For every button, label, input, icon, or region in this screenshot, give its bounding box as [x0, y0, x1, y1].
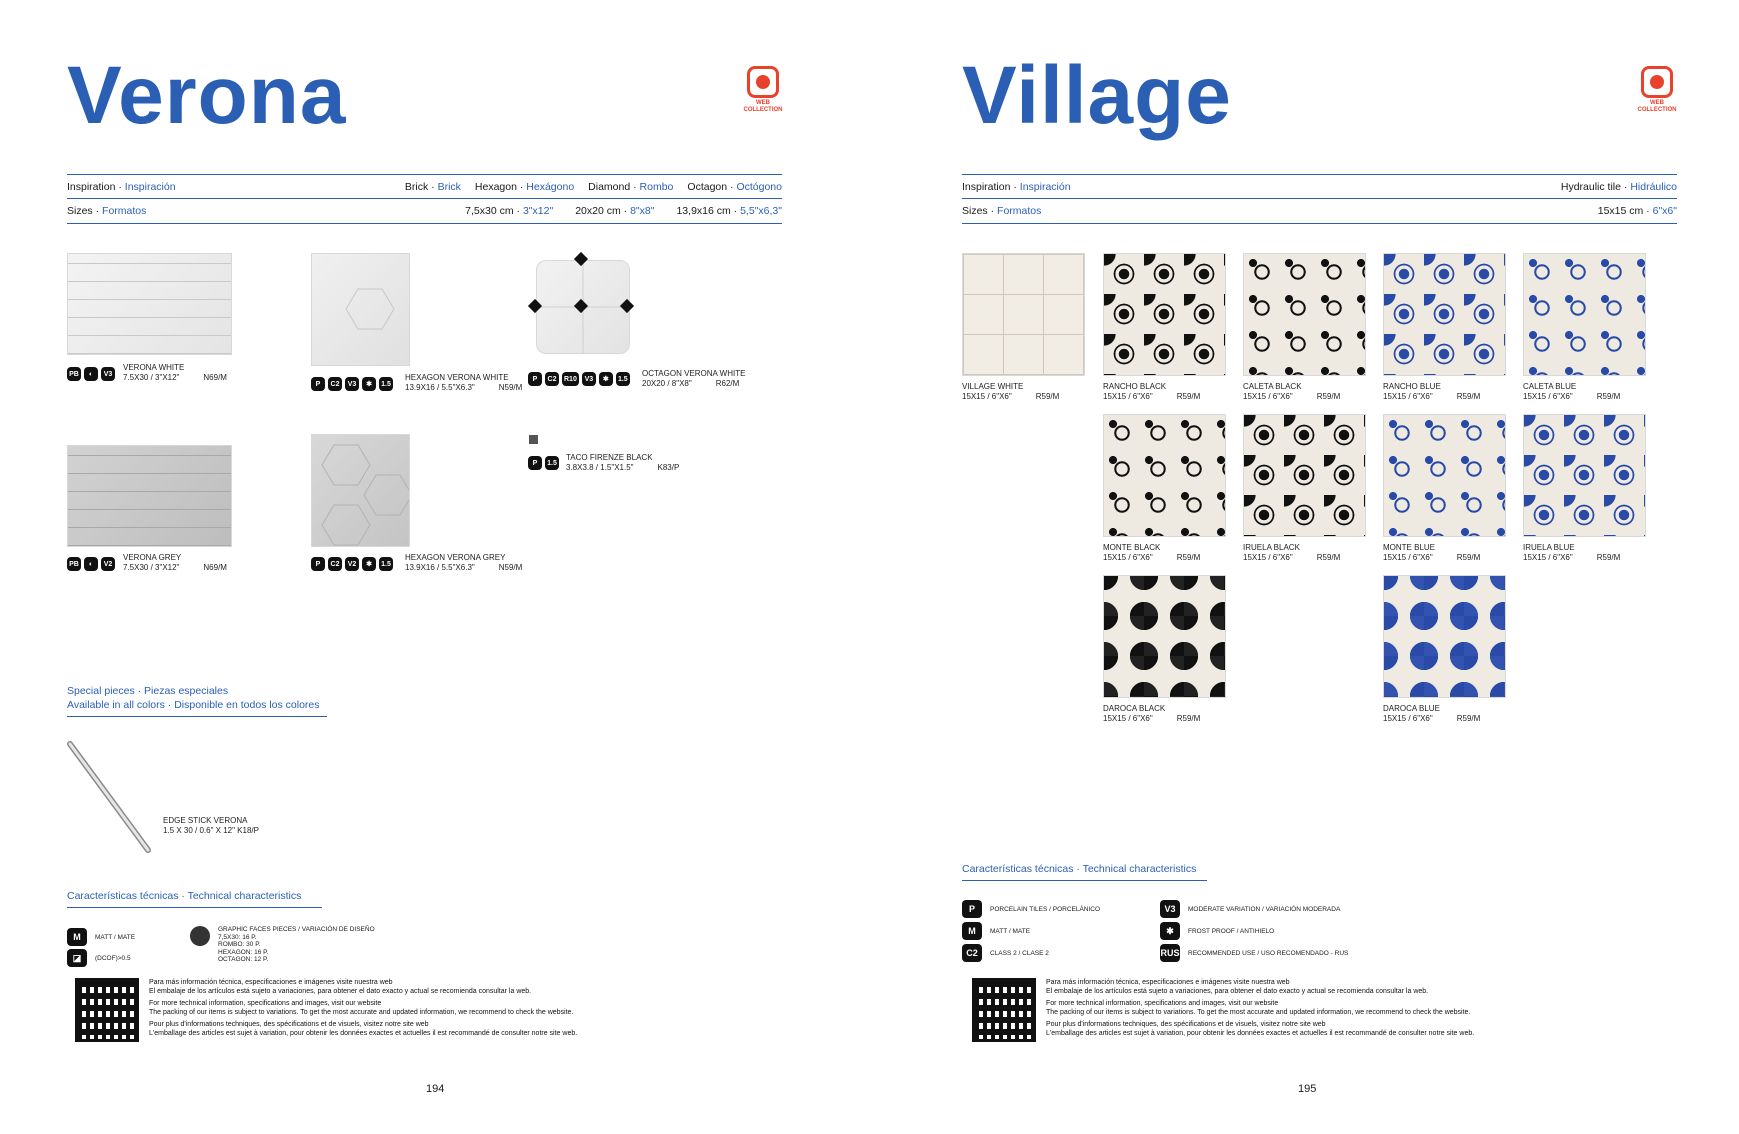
legend-variation: V3 MODERATE VARIATION / VARIACIÓN MODERADA — [1160, 900, 1340, 918]
inspiration-row: Inspiration · Inspiración Brick · Brick Hexagon · Hexágono Diamond · Rombo Octagon · Octógono — [67, 174, 782, 199]
legend-class: C2 CLASS 2 / CLASE 2 — [962, 944, 1049, 962]
web-collection-badge[interactable]: WEB COLLECTION — [1634, 66, 1680, 114]
badge-row: P C2 V3 ✱ 1.5 — [311, 377, 393, 391]
tile-image — [311, 253, 410, 366]
sizes-row: Sizes · Formatos 15x15 cm · 6"x6" — [962, 198, 1677, 224]
hexagon-pattern — [312, 435, 409, 546]
globe-icon — [1641, 66, 1673, 98]
tile-image — [1103, 575, 1226, 698]
technical-characteristics-title: Características técnicas · Technical characteristics — [962, 862, 1207, 881]
octagon-dots — [526, 250, 638, 362]
page-village — [870, 0, 1739, 1134]
tile-image — [1103, 414, 1226, 537]
sizes-row: Sizes · Formatos 7,5x30 cm · 3"x12" 20x20 cm · 8"x8" 13,9x16 cm · 5,5"x6,3" — [67, 198, 782, 224]
product-label: VERONA WHITE 7.5X30 / 3"X12" N69/M — [123, 363, 227, 382]
badge-row: P C2 V2 ✱ 1.5 — [311, 557, 393, 571]
badge-row: PB ◐ V3 — [67, 367, 115, 381]
tile-image — [1523, 414, 1646, 537]
globe-icon — [747, 66, 779, 98]
qr-info: Para más información técnica, especificaciones e imágenes visite nuestra web El embalaje de los artículos está sujeto a variaciones, para obtener el dato exacto y actual se recomienda consultar la web. For more technical information, specifications and images, visit our website The packing of our items is subject to variations. To get the most accurate and updated information, we recommend to check the website. Pour plus d'informations techniques, des spécifications et de visuels, visitez notre site web L'emballage des articles est sujet à variation, pour obtenir les données exactes et actuelles il est recommandé de consulter notre site web. — [972, 978, 1566, 1042]
inspiration-row: Inspiration · Inspiración Hydraulic tile · Hidráulico — [962, 174, 1677, 199]
legend-porcelain: P PORCELAIN TILES / PORCELÁNICO — [962, 900, 1100, 918]
product-label: HEXAGON VERONA GREY 13.9X16 / 5.5"X6.3" N59/M — [405, 553, 523, 572]
badge-row: P C2 R10 V3 ✱ 1.5 — [528, 372, 630, 386]
product-label: RANCHO BLUE 15X15 / 6"X6" R59/M — [1383, 382, 1481, 401]
product-label: HEXAGON VERONA WHITE 13.9X16 / 5.5"X6.3" N59/M — [405, 373, 523, 392]
product-label: MONTE BLUE 15X15 / 6"X6" R59/M — [1383, 543, 1481, 562]
technical-characteristics-title: Características técnicas · Technical characteristics — [67, 889, 322, 908]
tile-image — [67, 445, 232, 547]
qr-info: Para más información técnica, especificaciones e imágenes visite nuestra web El embalaje de los artículos está sujeto a variaciones, para obtener el dato exacto y actual se recomienda consultar la web. For more technical information, specifications and images, visit our website The packing of our items is subject to variations. To get the most accurate and updated information, we recommend to check the website. Pour plus d'informations techniques, des spécifications et de visuels, visitez notre site web L'emballage des articles est sujet à variation, pour obtenir les données exactes et actuelles il est recommandé de consulter notre site web. — [75, 978, 669, 1042]
product-label: VERONA GREY 7.5X30 / 3"X12" N69/M — [123, 553, 227, 572]
product-label: DAROCA BLUE 15X15 / 6"X6" R59/M — [1383, 704, 1481, 723]
web-collection-badge[interactable]: WEB COLLECTION — [740, 66, 786, 114]
badge-row: PB ◐ V2 — [67, 557, 115, 571]
product-label: IRUELA BLUE 15X15 / 6"X6" R59/M — [1523, 543, 1621, 562]
product-label: RANCHO BLACK 15X15 / 6"X6" R59/M — [1103, 382, 1201, 401]
tile-image — [962, 253, 1085, 376]
legend-graphic-faces: GRAPHIC FACES PIECES / VARIACIÓN DE DISEÑO 7,5X30: 16 P. ROMBO: 30 P. HEXAGON: 16 P. OCTAGON: 12 P. — [190, 926, 375, 964]
page-number: 195 — [1298, 1083, 1317, 1095]
product-label: OCTAGON VERONA WHITE 20X20 / 8"X8" R62/M — [642, 369, 746, 388]
special-pieces-title: Special pieces · Piezas especiales Available in all colors · Disponible en todos los colores — [67, 684, 327, 717]
page-title: Verona — [67, 50, 347, 141]
product-label: MONTE BLACK 15X15 / 6"X6" R59/M — [1103, 543, 1201, 562]
tile-image — [1383, 575, 1506, 698]
product-label: DAROCA BLACK 15X15 / 6"X6" R59/M — [1103, 704, 1201, 723]
qr-code[interactable] — [972, 978, 1036, 1042]
badge-row: P 1.5 — [528, 456, 559, 470]
tile-image — [67, 253, 232, 355]
product-label: CALETA BLUE 15X15 / 6"X6" R59/M — [1523, 382, 1621, 401]
tile-image — [1383, 253, 1506, 376]
tile-image — [1383, 414, 1506, 537]
product-label: TACO FIRENZE BLACK 3.8X3.8 / 1.5"X1.5" K83/P — [566, 453, 680, 472]
graphic-faces-icon — [190, 926, 210, 946]
tile-image — [529, 435, 538, 444]
tile-image — [1243, 253, 1366, 376]
legend-matt: M MATT / MATE — [962, 922, 1030, 940]
special-piece-label: EDGE STICK VERONA 1.5 X 30 / 0.6" X 12" K18/P — [163, 816, 259, 835]
hexagon-outline — [312, 254, 409, 365]
legend-dcof: ◪ (DCOF)>0.5 — [67, 949, 131, 967]
page-title: Village — [962, 50, 1232, 141]
tile-image — [1523, 253, 1646, 376]
edge-stick-image — [64, 738, 164, 858]
qr-code[interactable] — [75, 978, 139, 1042]
legend-recommended-use: RUS RECOMMENDED USE / USO RECOMENDADO - RUS — [1160, 944, 1348, 962]
product-label: VILLAGE WHITE 15X15 / 6"X6" R59/M — [962, 382, 1060, 401]
page-verona — [0, 0, 869, 1134]
tile-image — [311, 434, 410, 547]
legend-frost-proof: ✱ FROST PROOF / ANTIHIELO — [1160, 922, 1274, 940]
tile-image — [1103, 253, 1226, 376]
page-number: 194 — [426, 1083, 445, 1095]
legend-matt: M MATT / MATE — [67, 928, 135, 946]
product-label: IRUELA BLACK 15X15 / 6"X6" R59/M — [1243, 543, 1341, 562]
product-label: CALETA BLACK 15X15 / 6"X6" R59/M — [1243, 382, 1341, 401]
tile-image — [1243, 414, 1366, 537]
